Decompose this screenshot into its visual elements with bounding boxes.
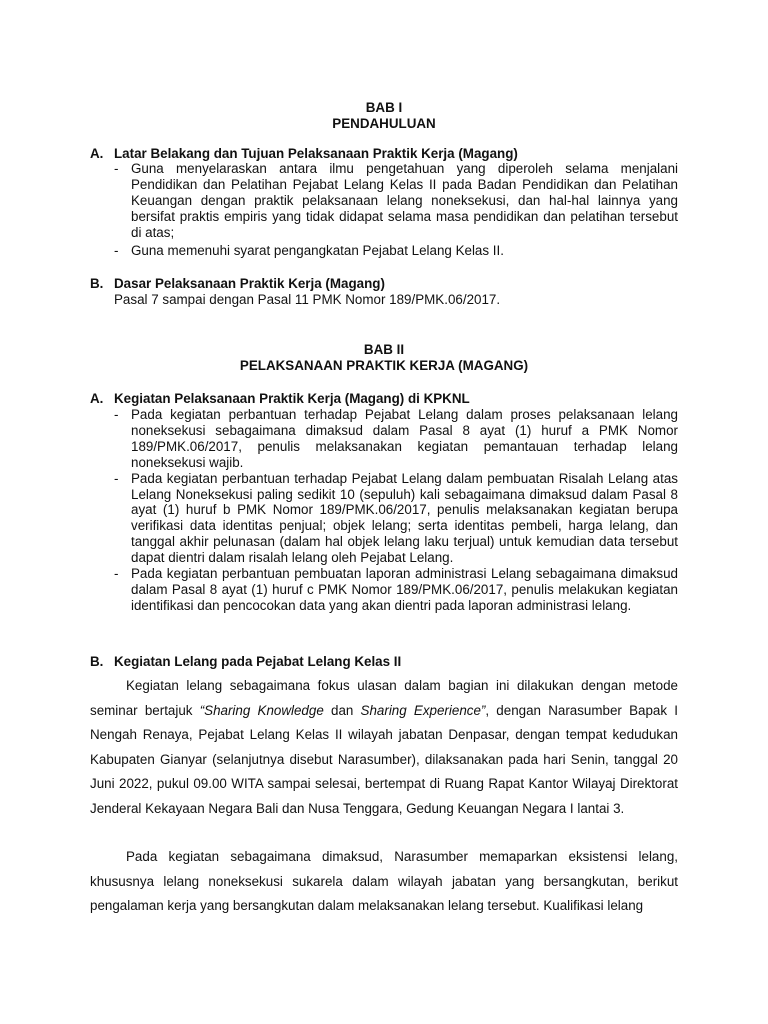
bab2-section-b-paragraph-2: Pada kegiatan sebagaimana dimaksud, Narasumber memaparkan eksistensi lelang, khususnya lelang noneksekusi sukarela dalam wilayah jabatan yang bersangkutan, berikut pengalaman kerja yang bersangkutan dalam melaksanakan lelang tersebut. Kualifikasi lelang: [90, 849, 678, 914]
list-item: - Pada kegiatan perbantuan terhadap Pejabat Lelang dalam proses pelaksanaan lelang noneksekusi sebagaimana dimaksud dalam Pasal 8 ayat (1) huruf a PMK Nomor 189/PMK.06/2017, penulis melaksanakan kegiatan pemantauan terhadap lelang noneksekusi wajib.: [114, 407, 678, 470]
list-item: - Pada kegiatan perbantuan terhadap Pejabat Lelang dalam pembuatan Risalah Lelang atas Lelang Noneksekusi paling sedikit 10 (sepuluh) kali sebagaimana dimaksud dalam Pasal 8 ayat (1) huruf b PMK Nomor 189/PMK.06/2017, penulis melaksanakan kegiatan berupa verifikasi data identitas penjual; objek lelang; serta identitas pembeli, harga lelang, dan tanggal akhir pelunasan (dalam hal objek lelang laku terjual) untuk kemudian data tersebut dapat dientri dalam risalah lelang oleh Pejabat Lelang.: [114, 470, 678, 566]
bab1-section-b-heading: [90, 276, 678, 292]
bab2-title: PELAKSANAAN PRAKTIK KERJA (MAGANG): [239, 358, 529, 373]
bab1-number: BAB I: [365, 100, 403, 115]
section-heading-text: Latar Belakang dan Tujuan Pelaksanaan Praktik Kerja (Magang): [114, 146, 518, 161]
list-item: - Guna menyelaraskan antara ilmu pengetahuan yang diperoleh selama menjalani Pendidikan dan Pelatihan Pejabat Lelang Kelas II pada Badan Pendidikan dan Pelatihan Keuangan dengan praktik pelaksanaan lelang noneksekusi, dan hal-hal lainnya yang bersifat praktis empiris yang tidak didapat selama masa pendidikan dan pelatihan tersebut di atas;: [114, 161, 678, 240]
bab1-title: PENDAHULUAN: [332, 116, 436, 131]
bab2-section-a-heading: [90, 391, 678, 407]
section-letter: A.: [90, 391, 104, 406]
section-letter: B.: [90, 276, 104, 291]
bab2-number: BAB II: [363, 342, 405, 357]
bab1-section-a-heading: [90, 146, 678, 162]
bab1-section-a-list: [114, 161, 678, 258]
section-heading-text: Kegiatan Lelang pada Pejabat Lelang Kelas II: [114, 654, 402, 669]
list-item: - Pada kegiatan perbantuan pembuatan laporan administrasi Lelang sebagaimana dimaksud dalam Pasal 8 ayat (1) huruf c PMK Nomor 189/PMK.06/2017, penulis melakukan kegiatan identifikasi dan pencocokan data yang akan dientri pada laporan administrasi lelang.: [114, 566, 678, 613]
section-heading-text: Kegiatan Pelaksanaan Praktik Kerja (Magang) di KPKNL: [114, 391, 470, 406]
bab1-section-b-text: Pasal 7 sampai dengan Pasal 11 PMK Nomor 189/PMK.06/2017.: [114, 292, 501, 307]
bab2-section-b-paragraph-1: Kegiatan lelang sebagaimana fokus ulasan dalam bagian ini dilakukan dengan metode seminar bertajuk “Sharing Knowledge dan Sharing Experience”, dengan Narasumber Bapak I Nengah Renaya, Pejabat Lelang Kelas II wilayah jabatan Denpasar, dengan tempat kedudukan Kabupaten Gianyar (selanjutnya disebut Narasumber), dilaksanakan pada hari Senin, tanggal 20 Juni 2022, pukul 09.00 WITA sampai selesai, bertempat di Ruang Rapat Kantor Wilayaj Direktorat Jenderal Kekayaan Negara Bali dan Nusa Tenggara, Gedung Keuangan Negara I lantai 3.: [90, 678, 678, 816]
section-letter: B.: [90, 654, 104, 669]
bab2-section-b-heading: [90, 654, 678, 670]
section-letter: A.: [90, 146, 104, 161]
list-item: - Guna memenuhi syarat pengangkatan Pejabat Lelang Kelas II.: [114, 242, 504, 258]
bab2-section-a-list: [114, 407, 678, 614]
section-heading-text: Dasar Pelaksanaan Praktik Kerja (Magang): [114, 276, 385, 291]
